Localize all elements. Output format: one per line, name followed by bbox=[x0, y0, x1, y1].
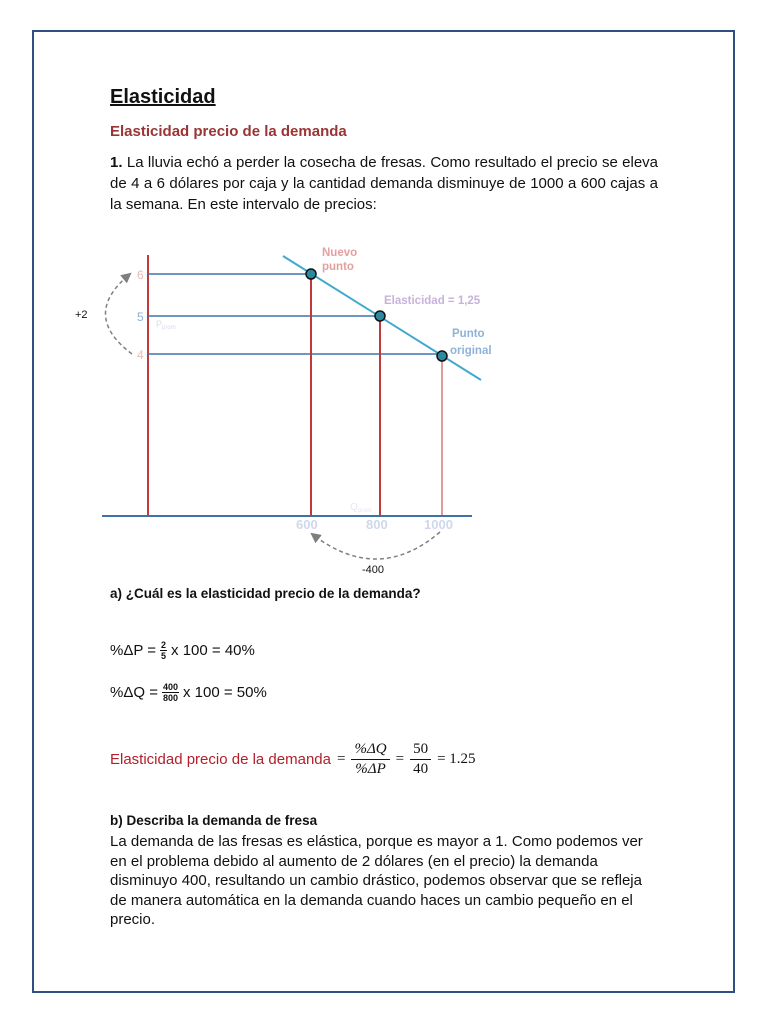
elasticity-result: = 1.25 bbox=[437, 751, 476, 767]
x-tick-800: 800 bbox=[366, 517, 388, 532]
elasticity-eq-sign-2: = bbox=[395, 751, 405, 767]
problem-text: La lluvia echó a perder la cosecha de fresas. Como resultado el precio se eleva de 4 a 6 dólares por caja y la cantidad demanda disminuye de 1000 a 600 cajas a la semana. En este intervalo de precios: bbox=[110, 154, 659, 213]
delta-q-label: -400 bbox=[362, 564, 385, 576]
question-b: b) Describa la demanda de fresa bbox=[110, 813, 318, 828]
point-nuevo bbox=[306, 269, 316, 279]
problem-statement bbox=[110, 152, 658, 215]
q-sub: prom bbox=[357, 508, 372, 514]
eq1-num: 2 bbox=[161, 640, 167, 650]
eq1-lhs: %ΔP = bbox=[110, 642, 157, 659]
equation-delta-p bbox=[110, 640, 255, 661]
page-title: Elasticidad bbox=[110, 86, 216, 108]
section-subtitle: Elasticidad precio de la demanda bbox=[110, 123, 347, 140]
q-label: Q bbox=[350, 502, 358, 513]
p-label: P bbox=[156, 319, 163, 329]
elasticity-fraction-1 bbox=[351, 740, 389, 779]
elasticity-equation bbox=[110, 740, 476, 779]
elasticity-eq-sign: = bbox=[336, 751, 346, 767]
elasticity-fraction-2 bbox=[410, 740, 431, 779]
elasticity-frac2-num: 50 bbox=[410, 740, 431, 760]
x-tick-1000: 1000 bbox=[424, 517, 453, 532]
eq2-num: 400 bbox=[162, 682, 178, 692]
label-elasticidad: Elasticidad = 1,25 bbox=[384, 295, 481, 307]
problem-number: 1. bbox=[110, 154, 123, 171]
y-tick-6: 6 bbox=[137, 268, 144, 282]
question-a: a) ¿Cuál es la elasticidad precio de la demanda? bbox=[110, 586, 421, 601]
label-original-1: Punto bbox=[452, 328, 485, 340]
equation-delta-q bbox=[110, 682, 267, 703]
eq1-fraction bbox=[160, 640, 167, 661]
q-prom-label bbox=[350, 502, 371, 514]
answer-b: La demanda de las fresas es elástica, porque es mayor a 1. Como podemos ver en el problema debido al aumento de 2 dólares (en el precio) la demanda disminuyo 400, resultando un cambio drástico, podemos observar que se refleja de manera automática en la demanda cuando haces un cambio pequeño en el precio. bbox=[110, 833, 643, 928]
label-nuevo-1: Nuevo bbox=[322, 247, 358, 259]
delta-p-arc bbox=[105, 274, 132, 354]
label-original-2: original bbox=[450, 345, 492, 357]
eq2-den: 800 bbox=[162, 693, 178, 703]
point-midpoint bbox=[375, 311, 385, 321]
p-prom-label bbox=[156, 319, 176, 331]
elasticity-frac1-num: %ΔQ bbox=[351, 740, 389, 760]
eq2-lhs: %ΔQ = bbox=[110, 684, 158, 701]
eq2-fraction bbox=[162, 682, 179, 703]
delta-q-arc bbox=[312, 532, 440, 559]
x-tick-600: 600 bbox=[296, 517, 318, 532]
eq1-rhs: x 100 = 40% bbox=[171, 642, 255, 659]
eq1-den: 5 bbox=[161, 651, 167, 661]
demand-figure bbox=[0, 230, 768, 580]
elasticity-frac2-den: 40 bbox=[413, 761, 429, 777]
p-sub: prom bbox=[162, 325, 176, 331]
y-tick-4: 4 bbox=[137, 348, 144, 362]
eq2-rhs: x 100 = 50% bbox=[182, 684, 267, 701]
elasticity-label: Elasticidad precio de la demanda bbox=[110, 751, 331, 768]
delta-p-label: +2 bbox=[75, 309, 88, 321]
y-tick-5: 5 bbox=[137, 310, 144, 324]
point-original bbox=[437, 351, 447, 361]
label-nuevo-2: punto bbox=[322, 261, 354, 273]
elasticity-frac1-den: %ΔP bbox=[355, 761, 386, 777]
